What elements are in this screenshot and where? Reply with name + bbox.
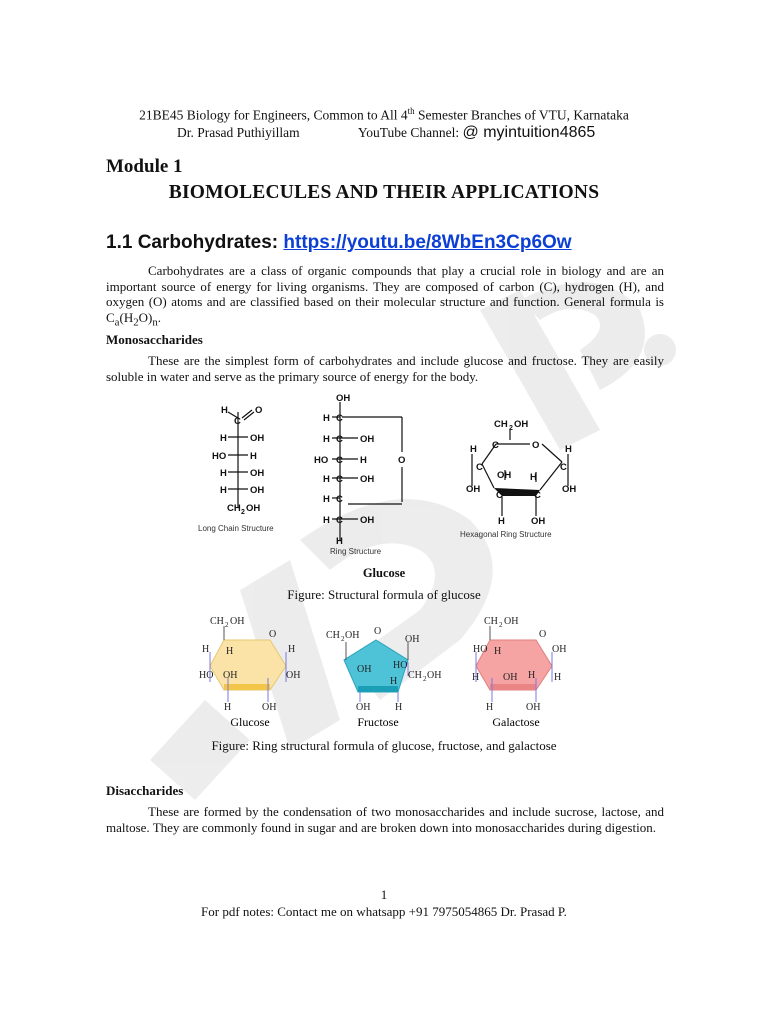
svg-text:H: H: [323, 434, 330, 445]
svg-text:O: O: [269, 629, 277, 640]
svg-text:H: H: [486, 702, 494, 713]
galactose-label: Galactose: [492, 715, 540, 729]
svg-text:CH: CH: [326, 630, 340, 641]
svg-text:2: 2: [509, 425, 513, 432]
svg-text:OH: OH: [466, 484, 481, 495]
glucose-figure-title: Glucose: [362, 566, 406, 580]
svg-text:OH: OH: [405, 634, 420, 645]
svg-text:HO: HO: [199, 670, 214, 681]
svg-text:H: H: [323, 515, 330, 526]
svg-text:OH: OH: [552, 644, 567, 655]
svg-text:H: H: [220, 433, 227, 444]
svg-text:2: 2: [499, 621, 503, 629]
fructose-label: Fructose: [357, 715, 399, 729]
disaccharides-text: These are formed by the condensation of two monosaccharides and include sucrose, lactose, and maltose. They are commonly found in sugar and are broken down into monosaccharides during digestion.: [106, 804, 664, 835]
svg-text:H: H: [395, 702, 403, 713]
svg-text:HO: HO: [314, 455, 329, 466]
section-title: 1.1 Carbohydrates:: [106, 232, 284, 253]
header-channel-label: YouTube Channel:: [357, 125, 463, 140]
ring-figure-caption: Figure: Ring structural formula of glucose, fructose, and galactose: [211, 738, 557, 753]
hexagonal-ring-label: Hexagonal Ring Structure: [460, 530, 552, 539]
svg-text:H: H: [221, 405, 228, 416]
header-author: Dr. Prasad Puthiyillam: [177, 125, 300, 140]
header-course-line-end: Semester Branches of VTU, Karnataka: [414, 107, 629, 123]
svg-text:OH: OH: [360, 434, 375, 445]
svg-text:C: C: [496, 490, 503, 501]
svg-text:OH: OH: [230, 616, 245, 627]
svg-text:H: H: [323, 413, 330, 424]
formula-sub-a: a: [114, 316, 120, 329]
svg-text:H: H: [220, 485, 227, 496]
svg-text:H: H: [360, 455, 367, 466]
svg-text:O: O: [374, 626, 382, 637]
formula-end: .: [157, 310, 162, 326]
svg-text:H: H: [470, 444, 477, 455]
svg-text:OH: OH: [357, 664, 372, 675]
svg-text:C: C: [534, 490, 541, 501]
header-ordinal-suffix: th: [407, 106, 415, 116]
monosaccharides-heading: Monosaccharides: [106, 332, 203, 347]
svg-text:O: O: [539, 629, 547, 640]
svg-text:H: H: [220, 468, 227, 479]
svg-text:C: C: [336, 455, 343, 466]
svg-text:H: H: [224, 702, 232, 713]
module-title: BIOMOLECULES AND THEIR APPLICATIONS: [168, 182, 600, 203]
svg-text:C: C: [336, 434, 343, 445]
galactose-ring: [472, 616, 566, 713]
svg-text:CH: CH: [210, 616, 224, 627]
ring-formulas-figure: [190, 612, 590, 734]
section-heading: [106, 232, 572, 254]
svg-text:OH: OH: [427, 670, 442, 681]
svg-text:H: H: [494, 646, 502, 657]
svg-text:C: C: [234, 416, 241, 427]
hexagonal-ring-structure: [472, 430, 568, 516]
header-author-line: [177, 124, 595, 142]
svg-text:H: H: [288, 644, 296, 655]
svg-text:CH: CH: [227, 503, 241, 514]
svg-text:OH: OH: [531, 516, 546, 527]
intro-paragraph: [106, 263, 664, 331]
svg-text:HO: HO: [212, 451, 227, 462]
svg-text:OH: OH: [356, 702, 371, 713]
svg-text:OH: OH: [223, 670, 238, 681]
svg-text:OH: OH: [262, 702, 277, 713]
disaccharides-heading: Disaccharides: [106, 783, 184, 798]
svg-text:OH: OH: [562, 484, 577, 495]
glucose-label: Glucose: [230, 715, 270, 729]
svg-text:H: H: [554, 672, 562, 683]
glucose-structures-figure: [190, 392, 590, 562]
svg-text:C: C: [336, 494, 343, 505]
svg-text:2: 2: [225, 621, 229, 629]
svg-text:OH: OH: [360, 515, 375, 526]
svg-text:H: H: [250, 451, 257, 462]
svg-text:H: H: [565, 444, 572, 455]
svg-text:CH: CH: [408, 670, 422, 681]
svg-text:OH: OH: [360, 474, 375, 485]
svg-text:H: H: [336, 536, 343, 547]
svg-text:OH: OH: [250, 468, 265, 479]
svg-text:C: C: [336, 474, 343, 485]
svg-text:H: H: [226, 646, 234, 657]
svg-text:H: H: [390, 676, 398, 687]
svg-text:2: 2: [341, 635, 345, 643]
monosaccharides-text: These are the simplest form of carbohydrates and include glucose and fructose. They are easily soluble in water and serve as the primary source of energy for the body.: [106, 353, 664, 384]
svg-text:H: H: [472, 672, 480, 683]
svg-text:OH: OH: [250, 485, 265, 496]
intro-text: Carbohydrates are a class of organic compounds that play a crucial role in biology and are an important source of energy for living organisms. They are composed of carbon (C), hydrogen (H), and oxygen (O) atoms and are classified based on their molecular structure and function. General formula is C: [106, 263, 664, 326]
svg-text:O: O: [532, 440, 540, 451]
svg-text:C: C: [476, 462, 483, 473]
module-number: Module 1: [106, 156, 183, 177]
long-chain-label: Long Chain Structure: [198, 524, 274, 533]
svg-text:OH: OH: [250, 433, 265, 444]
disaccharides-paragraph: [106, 804, 664, 835]
svg-text:OH: OH: [504, 616, 519, 627]
header-course-line-start: 21BE45 Biology for Engineers, Common to All 4: [139, 107, 408, 123]
document-header: [0, 106, 768, 124]
formula-sub-2: 2: [133, 316, 139, 329]
page-number: 1: [380, 887, 388, 902]
svg-text:H: H: [323, 474, 330, 485]
svg-text:C: C: [336, 413, 343, 424]
glucose-figure-caption: Figure: Structural formula of glucose: [287, 587, 481, 602]
svg-text:H: H: [323, 494, 330, 505]
footer-contact: For pdf notes: Contact me on whatsapp +91 7975054865 Dr. Prasad P.: [201, 904, 567, 919]
svg-text:O: O: [255, 405, 263, 416]
svg-text:2: 2: [423, 675, 427, 683]
svg-text:H: H: [202, 644, 210, 655]
fructose-ring: [326, 626, 441, 713]
svg-text:O: O: [398, 455, 406, 466]
svg-text:HO: HO: [393, 660, 408, 671]
svg-text:CH: CH: [494, 419, 508, 430]
svg-text:H: H: [498, 516, 505, 527]
svg-text:HO: HO: [473, 644, 488, 655]
svg-text:C: C: [492, 440, 499, 451]
svg-text:OH: OH: [497, 470, 512, 481]
svg-text:H: H: [530, 472, 537, 483]
svg-text:2: 2: [241, 509, 245, 516]
svg-text:OH: OH: [345, 630, 360, 641]
monosaccharides-paragraph: [106, 353, 664, 384]
formula-sub-n: n: [152, 316, 158, 329]
formula-paren-close: O): [138, 310, 153, 326]
svg-text:OH: OH: [526, 702, 541, 713]
svg-text:OH: OH: [336, 393, 351, 404]
glucose-ring: [199, 616, 300, 713]
video-link[interactable]: https://youtu.be/8WbEn3Cp6Ow: [283, 232, 572, 253]
svg-text:OH: OH: [503, 672, 518, 683]
svg-text:OH: OH: [514, 419, 529, 430]
svg-text:C: C: [560, 462, 567, 473]
ring-structure-label: Ring Structure: [330, 547, 382, 556]
svg-text:OH: OH: [246, 503, 261, 514]
formula-paren-open: (H: [119, 310, 134, 326]
svg-text:CH: CH: [484, 616, 498, 627]
svg-text:H: H: [528, 670, 536, 681]
svg-text:OH: OH: [286, 670, 301, 681]
header-channel-handle: @ myintuition4865: [462, 124, 596, 141]
svg-text:C: C: [336, 515, 343, 526]
